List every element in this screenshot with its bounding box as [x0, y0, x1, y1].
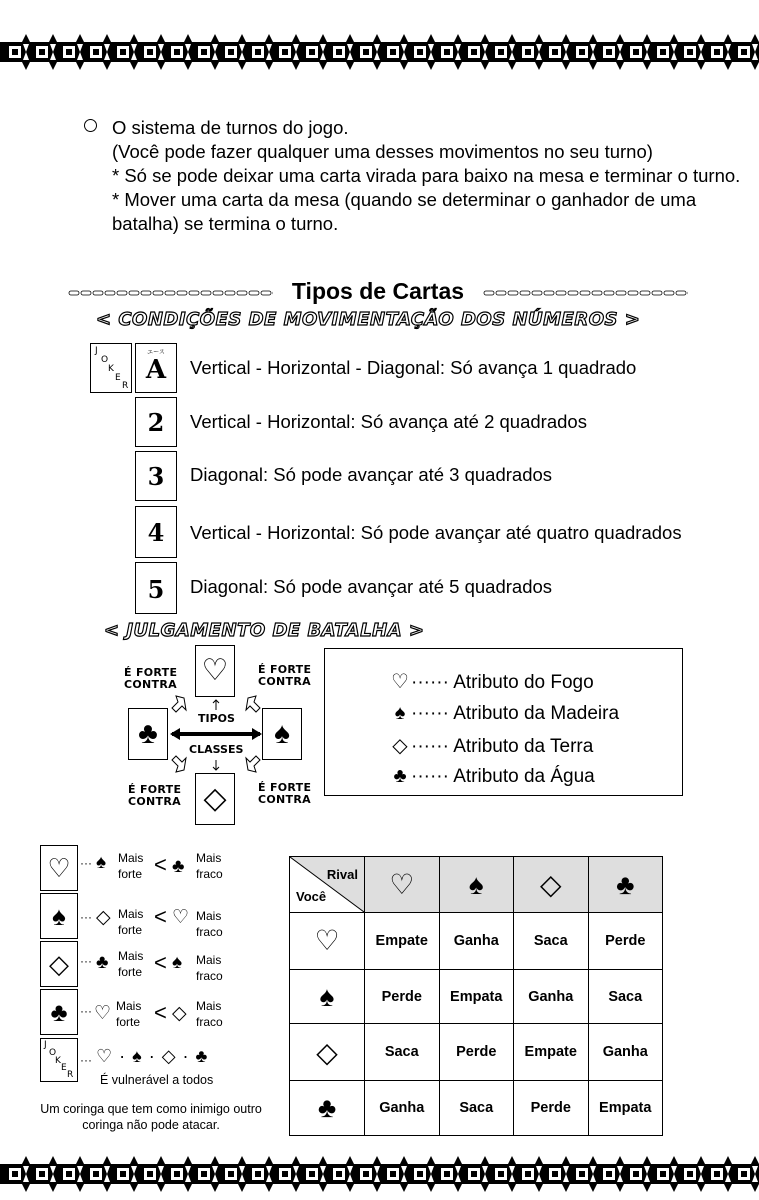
battle-arrows: [120, 640, 320, 820]
attribute-legend: [324, 648, 683, 796]
forte-label: forte: [118, 965, 143, 979]
heart-card: ♡: [195, 645, 235, 697]
col-heart-icon: ♡: [365, 857, 440, 913]
two-rank: 2: [147, 408, 165, 437]
relation-dots: ···: [80, 1004, 92, 1018]
table-row: [290, 913, 663, 970]
table-cell: Perde: [588, 913, 663, 970]
legend-dots: ······: [411, 736, 449, 757]
spade-icon: ♠: [96, 852, 107, 873]
diamond-icon: ◇: [172, 1003, 187, 1024]
card-types-title-bar: [68, 278, 688, 308]
less-than-icon: <: [154, 904, 167, 929]
row-club-icon: ♣: [290, 1081, 365, 1136]
joker-letter: E: [115, 373, 121, 383]
four-card: [135, 506, 177, 558]
joker-weak-suits: ♡ · ♠ · ◇ · ♣: [96, 1046, 209, 1066]
three-move-desc: Diagonal: Só pode avançar até 3 quadrados: [190, 464, 553, 485]
mais-label: Mais: [196, 953, 222, 967]
fraco-label: fraco: [196, 1015, 223, 1029]
forte-label: forte: [118, 867, 143, 881]
diamond-card: ◇: [40, 941, 78, 987]
five-rank: 5: [147, 575, 165, 604]
chain-right-decoration: [483, 290, 688, 296]
mais-label: Mais: [196, 851, 222, 865]
joker-footnote: Um coringa que tem como inimigo outro coringa não pode atacar.: [40, 1102, 262, 1132]
movement-heading: < CONDIÇÕES DE MOVIMENTAÇÃO DOS NÚMEROS >: [96, 309, 641, 330]
mais-label: Mais: [196, 909, 222, 923]
diamond-card: ◇: [195, 773, 235, 825]
mais-label: Mais: [118, 907, 144, 921]
less-than-icon: <: [154, 852, 167, 877]
less-than-icon: <: [154, 1000, 167, 1025]
fraco-label: fraco: [196, 925, 223, 939]
fraco-label: fraco: [196, 969, 223, 983]
legend-label: Atributo da Madeira: [453, 703, 620, 724]
legend-label: Atributo da Terra: [453, 736, 594, 757]
forte-label: forte: [116, 1015, 141, 1029]
heart-icon: ♡: [391, 671, 409, 693]
table-cell: Saca: [365, 1024, 440, 1081]
table-row: [290, 1081, 663, 1136]
relation-dots: ···: [80, 856, 92, 870]
three-rank: 3: [147, 462, 165, 491]
joker-letter: E: [61, 1063, 67, 1073]
club-icon: ♣: [172, 856, 185, 877]
forte-label-br: É FORTE CONTRA: [258, 781, 312, 806]
legend-dots: ······: [411, 672, 449, 693]
joker-card: [40, 1038, 78, 1082]
mais-label: Mais: [196, 999, 222, 1013]
joker-letter: O: [101, 355, 109, 365]
heart-icon: ♡: [94, 1003, 112, 1024]
joker-letter: K: [55, 1056, 61, 1066]
spade-card: ♠: [40, 893, 78, 939]
forte-label-tr: É FORTE CONTRA: [258, 663, 312, 688]
voce-label: Você: [296, 889, 327, 904]
rival-label: Rival: [326, 867, 358, 882]
center-label-types: TIPOS: [198, 712, 235, 725]
legend-dots: ······: [411, 766, 449, 787]
three-card: [135, 451, 177, 501]
legend-label: Atributo do Fogo: [453, 672, 594, 693]
col-diamond-icon: ◇: [514, 857, 589, 913]
relation-row: [80, 998, 240, 1038]
table-cell: Empata: [439, 969, 514, 1024]
bottom-border-pattern: [0, 1152, 759, 1196]
row-heart-icon: ♡: [290, 913, 365, 970]
relation-row: [80, 852, 240, 892]
table-cell: Ganha: [588, 1024, 663, 1081]
club-card: ♣: [128, 708, 168, 760]
legend-item: [389, 733, 593, 758]
relation-row: [80, 904, 240, 948]
row-diamond-icon: ◇: [290, 1024, 365, 1081]
center-label-classes: CLASSES: [189, 743, 244, 756]
table-cell: Ganha: [514, 969, 589, 1024]
turn-system-note: (Você pode fazer qualquer uma desses movimentos no seu turno): [112, 141, 653, 162]
forte-label-bl: É FORTE CONTRA: [128, 783, 182, 808]
heart-card: ♡: [40, 845, 78, 891]
fraco-label: fraco: [196, 867, 223, 881]
ace-rank: A: [145, 355, 167, 385]
legend-item: [389, 669, 594, 694]
table-cell: Saca: [514, 913, 589, 970]
legend-item: [389, 765, 595, 788]
table-cell: Saca: [439, 1081, 514, 1136]
five-card: [135, 562, 177, 614]
ace-small-label: エース: [147, 350, 165, 356]
table-row: [290, 969, 663, 1024]
diamond-icon: ◇: [392, 735, 408, 757]
col-club-icon: ♣: [588, 857, 663, 913]
joker-letter: K: [108, 364, 114, 374]
table-cell: Ganha: [439, 913, 514, 970]
two-move-desc: Vertical - Horizontal: Só avança até 2 quadrados: [190, 411, 587, 432]
col-spade-icon: ♠: [439, 857, 514, 913]
club-card: ♣: [40, 989, 78, 1035]
less-than-icon: <: [154, 950, 167, 975]
table-header-row: [290, 857, 663, 913]
table-cell: Perde: [365, 969, 440, 1024]
table-corner-cell: [290, 857, 365, 913]
club-icon: ♣: [393, 765, 407, 787]
relation-dots: ···: [80, 910, 92, 924]
forte-label-tl: É FORTE CONTRA: [124, 666, 178, 691]
table-cell: Empate: [514, 1024, 589, 1081]
section-title: Tipos de Cartas: [291, 278, 465, 304]
spade-icon: ♠: [172, 952, 183, 973]
spade-card: ♠: [262, 708, 302, 760]
two-card: [135, 397, 177, 447]
bullet-circle-icon: [84, 119, 97, 132]
four-move-desc: Vertical - Horizontal: Só pode avançar até quatro quadrados: [190, 522, 682, 543]
joker-letter: R: [122, 381, 129, 391]
spade-icon: ♠: [394, 702, 406, 724]
joker-card: [90, 343, 132, 393]
turn-rule-2: * Mover uma carta da mesa (quando se determinar o ganhador de uma batalha) se termina o turno.: [112, 189, 697, 234]
top-border-pattern: [0, 30, 759, 74]
ace-move-desc: Vertical - Horizontal - Diagonal: Só avança 1 quadrado: [190, 357, 637, 378]
diamond-icon: ◇: [96, 907, 111, 928]
four-rank: 4: [147, 518, 165, 547]
battle-result-table: [289, 856, 663, 1136]
table-cell: Empata: [588, 1081, 663, 1136]
turn-rule-1: * Só se pode deixar uma carta virada para baixo na mesa e terminar o turno.: [112, 165, 741, 186]
table-cell: Perde: [514, 1081, 589, 1136]
joker-letter: J: [95, 346, 98, 356]
relation-dots: ···: [80, 954, 92, 968]
row-spade-icon: ♠: [290, 969, 365, 1024]
joker-letter: O: [49, 1048, 57, 1058]
mais-label: Mais: [118, 949, 144, 963]
mais-label: Mais: [116, 999, 142, 1013]
table-cell: Saca: [588, 969, 663, 1024]
battle-heading: < JULGAMENTO DE BATALHA >: [104, 620, 425, 641]
turn-system-title: O sistema de turnos do jogo.: [112, 117, 349, 138]
table-cell: Ganha: [365, 1081, 440, 1136]
joker-letter: R: [67, 1070, 74, 1080]
relation-row: [80, 950, 240, 990]
ace-card: [135, 343, 177, 393]
joker-letter: J: [44, 1040, 47, 1050]
relation-dots: ···: [80, 1053, 92, 1067]
legend-item: [389, 702, 619, 725]
legend-label: Atributo da Água: [453, 766, 595, 787]
heart-icon: ♡: [172, 907, 190, 928]
mais-label: Mais: [118, 851, 144, 865]
turn-system-section: [84, 116, 744, 236]
club-icon: ♣: [96, 952, 109, 973]
joker-vulnerable-caption: É vulnerável a todos: [100, 1073, 214, 1087]
table-cell: Empate: [365, 913, 440, 970]
forte-label: forte: [118, 923, 143, 937]
table-cell: Perde: [439, 1024, 514, 1081]
legend-dots: ······: [411, 703, 449, 724]
table-row: [290, 1024, 663, 1081]
five-move-desc: Diagonal: Só pode avançar até 5 quadrados: [190, 576, 553, 597]
